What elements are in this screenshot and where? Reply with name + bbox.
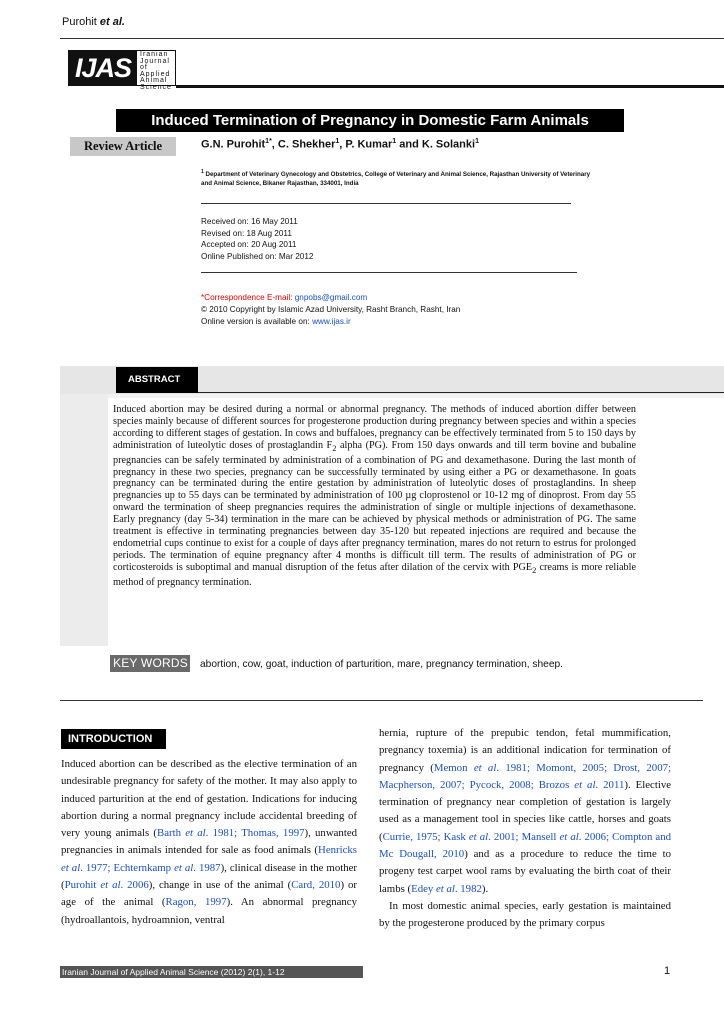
body-text: hernia, rupture of the prepubic tendon, fetal mummification, pregnancy toxemia) is an additional indication for termination of pregnancy ( (379, 727, 671, 774)
abstract-part: alpha (PG). From 150 days onwards and till term bovine and bubaline pregnancies can be safely terminated by administration of a combination of PG and dexamethasone. During the last month of pregnancy in these two species, pregnancy can be successfully terminated by using either a PG or dexamethasone. In goats pregnancy can be terminated during the entire gestation by administration of luteolytic doses of prostaglandins. In sheep pregnancies up to 55 days can be terminated by administration of 100 µg cloprostenol or 10-12 mg of dinoprost. From day 55 onward the termination of sheep pregnancies requires the administration of single or multiple injections of dexamethasone. Early pregnancy (day 5-34) termination in the mare can be achieved by physical methods or administration of PG. The same treatment is effective in terminating pregnancies between day 35-120 but repeated injections are required and because the endometrial cups continue to exist for a couple of days after pregnancy termination, mares do not return to estrus for prolonged periods. The termination of equine pregnancy after 4 months is difficult till term. The results of administration of PG or corticosteroids is suboptimal and manual disruption of the fetus after dilation of the cervix with PGE (113, 439, 636, 573)
keywords-text: abortion, cow, goat, induction of parturition, mare, pregnancy termination, sheep. (200, 659, 563, 670)
intro-left-column (61, 756, 357, 929)
affiliation (201, 168, 601, 188)
running-header-author: Purohit (62, 16, 97, 28)
copyright-notice: © 2010 Copyright by Islamic Azad University, Rasht Branch, Rasht, Iran (201, 305, 461, 314)
journal-url-link[interactable]: www.ijas.ir (312, 317, 351, 326)
citation-link[interactable]: . 2011 (595, 778, 625, 791)
citation-link[interactable]: et al (174, 861, 194, 874)
body-text: ) and as a procedure to reduce the time to progeny test carpet wool rams by evaluating the birth coat of their lambs ( (379, 848, 671, 895)
logo-words (137, 51, 175, 91)
logo-word: Animal (140, 77, 168, 85)
keywords-heading: KEY WORDS (110, 655, 190, 672)
abstract-shade-strip (108, 394, 724, 398)
paper-title: Induced Termination of Pregnancy in Domestic Farm Animals (116, 109, 624, 132)
online-version-label: Online version is available on: (201, 317, 313, 326)
citation-link[interactable]: Memon (433, 761, 474, 774)
logo-rule (176, 85, 724, 88)
citation-link[interactable]: Barth (157, 827, 186, 840)
citation-link[interactable]: Currie, 1975; Kask (382, 830, 469, 843)
affiliation-sup: 1 (201, 169, 204, 175)
citation-link[interactable]: . 1981; Momont, 2005; Drost, 2007; Macpherson, 2007; Pycock, 2008; Brozos (379, 761, 672, 791)
body-text: ) or age of the animal ( (61, 879, 357, 909)
author-name: P. Kumar (345, 138, 393, 151)
abstract-text (113, 404, 636, 589)
citation-link[interactable]: Henricks (318, 844, 357, 857)
author-separator: , (339, 138, 346, 151)
abstract-subscript: 2 (332, 442, 337, 453)
header-rule (60, 38, 724, 39)
correspondence-email-link[interactable]: gnpobs@gmail.com (294, 293, 368, 302)
citation-link[interactable]: . 1977; Echternkamp (80, 861, 175, 874)
citation-link[interactable]: et al (61, 861, 81, 874)
citation-link[interactable]: Card, 2010 (291, 879, 341, 892)
body-text: ), clinical disease in the mother ( (61, 861, 358, 892)
logo-word: Iranian (140, 51, 169, 58)
citation-link[interactable]: . 1987 (193, 861, 221, 874)
introduction-heading: INTRODUCTION (61, 729, 166, 749)
author-name: G.N. Purohit (201, 138, 266, 151)
intro-paragraph (379, 725, 671, 898)
abstract-part: Induced abortion may be desired during a normal or abnormal pregnancy. The methods of induced abortion differ between species mainly because of different sources for progesterone production during pregnancy between species and within a species according to different stages of gestation. In cows and buffaloes, pregnancy can be effectively terminated from 5 to 150 days by administration of luteolytic doses of prostaglandin F (113, 404, 636, 451)
citation-link[interactable]: et al (574, 778, 596, 791)
body-text: Induced abortion can be described as the elective termination of an undesirable pregnancy for safety of the mother. It may also apply to induced parturition at the end of gestation. Indications for inducing abortion during a normal pregnancy include accidental breeding of very young animals ( (61, 758, 357, 840)
citation-link[interactable]: et al (559, 830, 579, 843)
abstract-subscript: 2 (532, 564, 537, 575)
intro-paragraph: In most domestic animal species, early gestation is maintained by the progesterone produced by the primary corpus (379, 899, 671, 930)
citation-link[interactable]: . 2001; Mansell (488, 830, 560, 843)
citation-link[interactable]: Ragon, 1997 (165, 896, 227, 909)
citation-link[interactable]: . 2006; Compton and Mc Dougall, 2010 (379, 830, 671, 861)
intro-right-column (379, 725, 671, 933)
footer-journal-citation: Iranian Journal of Applied Animal Science (2012) 2(1), 1-12 (60, 966, 363, 978)
dates-rule (201, 272, 577, 273)
published-date: Online Published on: Mar 2012 (201, 251, 314, 261)
logo-word: Science (140, 83, 172, 91)
accepted-date: Accepted on: 20 Aug 2011 (201, 240, 297, 250)
body-text: ). (481, 882, 489, 895)
author-separator: , (271, 138, 278, 151)
running-header (62, 16, 125, 28)
body-text: ). An abnormal pregnancy (hydroallantois, hydroamnion, ventral (61, 896, 357, 926)
abstract-part: creams is more reliable method of pregnancy termination. (113, 561, 636, 588)
body-text: ), change in use of the animal ( (148, 879, 292, 892)
citation-link[interactable]: Purohit (64, 879, 101, 892)
citation-link[interactable]: et al (468, 830, 489, 843)
citation-link[interactable]: et al (435, 882, 455, 895)
journal-logo (68, 50, 176, 91)
author-affil-sup: 1 (392, 138, 397, 145)
abstract-shade-left (60, 394, 108, 646)
logo-mark: IJAS (69, 51, 137, 85)
correspondence-label: *Correspondence E-mail: (201, 293, 295, 302)
citation-link[interactable]: . 2006 (120, 879, 149, 892)
body-text: ), unwanted pregnancies in animals intended for sale as food animals ( (61, 827, 358, 857)
revised-date: Revised on: 18 Aug 2011 (201, 228, 292, 238)
correspondence-block (201, 292, 460, 328)
author-affil-sup: 1* (265, 138, 272, 145)
keywords-rule (60, 700, 703, 701)
affiliation-text: Department of Veterinary Gynecology and Obstetrics, College of Veterinary and Animal Science, Rajasthan University of Veterinary and Animal Science, Bikaner Rajasthan, 334001, India (201, 171, 591, 188)
author-name: K. Solanki (421, 138, 476, 151)
author-name: C. Shekher (277, 138, 336, 151)
logo-word: Journal (140, 57, 170, 65)
abstract-rule (198, 392, 724, 393)
article-type-badge: Review Article (70, 137, 176, 156)
citation-link[interactable]: Edey (411, 882, 436, 895)
author-separator: and (396, 138, 422, 151)
citation-link[interactable]: . 1981; Thomas, 1997 (205, 827, 305, 840)
author-affil-sup: 1 (475, 138, 479, 145)
abstract-heading: ABSTRACT (116, 367, 198, 393)
citation-link[interactable]: . 1982 (454, 882, 482, 895)
citation-link[interactable]: et al (185, 827, 206, 840)
citation-link[interactable]: et al (473, 761, 497, 774)
received-date: Received on: 16 May 2011 (201, 217, 298, 226)
article-dates (201, 216, 313, 262)
page-number: 1 (664, 965, 671, 977)
author-affil-sup: 1 (335, 138, 340, 145)
author-list (201, 138, 479, 151)
logo-word: of Applied (140, 64, 171, 78)
affiliation-rule (201, 203, 571, 204)
running-header-etal: et al. (99, 16, 125, 28)
citation-link[interactable]: et al (100, 879, 121, 892)
body-text: ). Elective termination of pregnancy near completion of gestation is largely used as a management tool in species like cattle, horses and goats ( (379, 778, 672, 843)
